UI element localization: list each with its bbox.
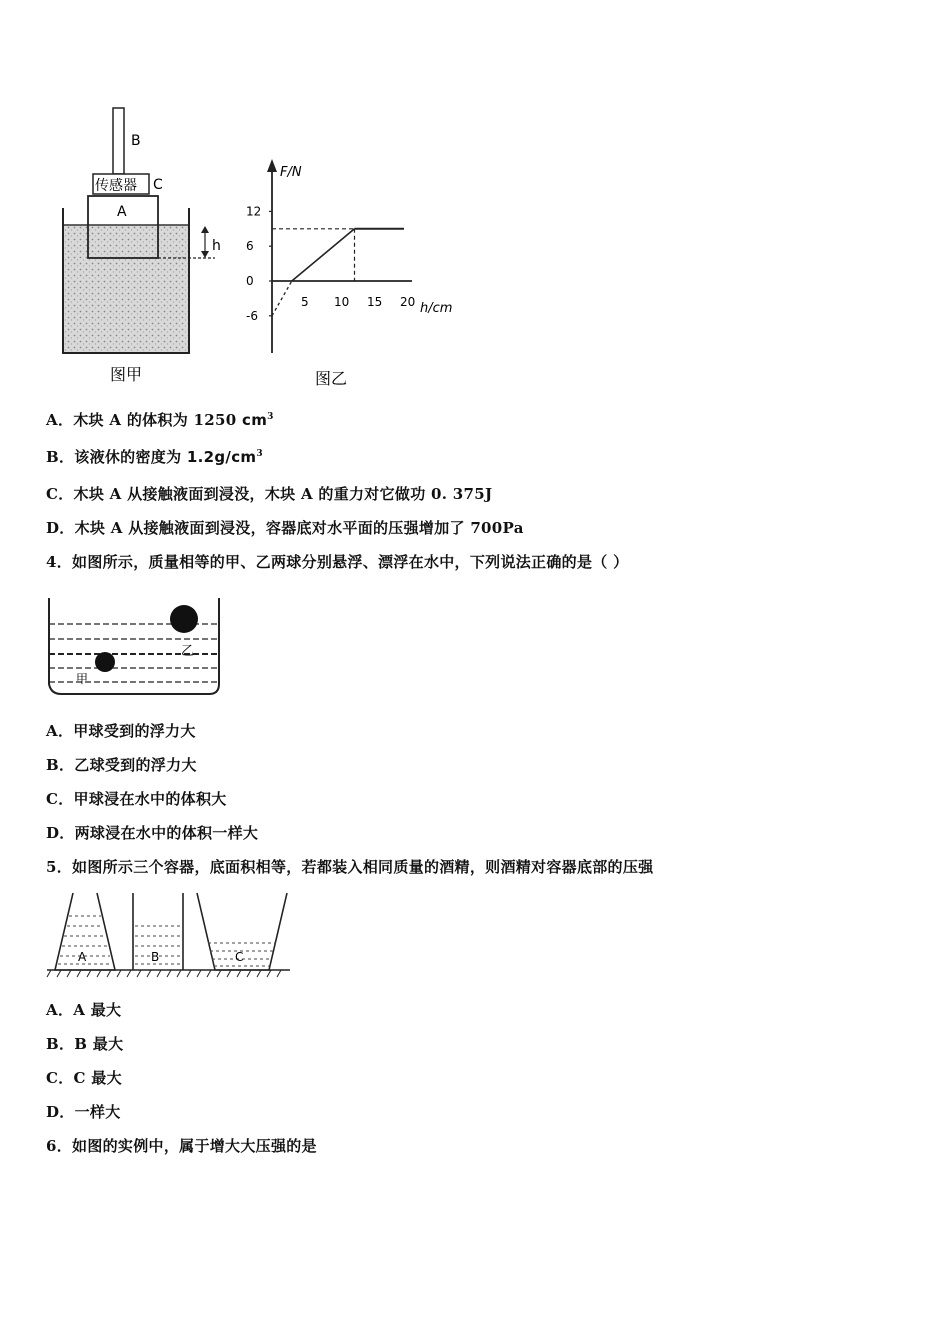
y-tick-label: 0 xyxy=(246,274,254,288)
caption-yi: 图乙 xyxy=(315,369,348,388)
caption-jia: 图甲 xyxy=(110,365,143,384)
container-c-label: C xyxy=(235,950,244,964)
three-containers-figure xyxy=(45,888,295,983)
y-tick-label: -6 xyxy=(246,308,258,323)
q5-option-d: D．一样大 xyxy=(46,1103,121,1121)
ball-jia xyxy=(95,652,115,672)
series-rising-segment xyxy=(292,229,355,281)
container-a-label: A xyxy=(78,950,87,964)
label-yi: 乙 xyxy=(181,644,195,659)
apparatus-figure xyxy=(55,100,235,395)
q5-stem: 5．如图所示三个容器，底面积相等，若都装入相同质量的酒精，则酒精对容器底部的压强 xyxy=(46,858,654,876)
force-depth-chart xyxy=(230,150,480,395)
y-tick-label: 6 xyxy=(246,239,254,254)
q3-option-a: A．木块 A 的体积为 1250 $cm^3$ xyxy=(46,411,274,429)
q5-option-c: C．C 最大 xyxy=(46,1069,122,1087)
x-tick-label: 5 xyxy=(301,295,309,309)
q4-stem: 4．如图所示，质量相等的甲、乙两球分别悬浮、漂浮在水中，下列说法正确的是（ ） xyxy=(46,553,629,571)
q4-option-a: A．甲球受到的浮力大 xyxy=(46,722,196,740)
y-axis-label: F/N xyxy=(280,165,302,180)
ball-yi xyxy=(170,605,198,633)
q3-option-b: B．该液休的密度为 $1.2g/cm^3$ xyxy=(46,448,263,466)
q6-stem: 6．如图的实例中，属于增大大压强的是 xyxy=(46,1137,317,1155)
label-a: A xyxy=(117,204,127,220)
x-tick-label: 15 xyxy=(367,295,383,309)
q4-option-c: C．甲球浸在水中的体积大 xyxy=(46,790,227,808)
liquid xyxy=(64,225,188,352)
y-tick-label: 12 xyxy=(246,204,262,219)
floating-balls-figure xyxy=(45,592,225,702)
x-tick-label: 20 xyxy=(400,295,416,309)
container-b-label: B xyxy=(151,950,160,964)
y-axis-arrow xyxy=(267,159,277,172)
q5-option-a: A．A 最大 xyxy=(46,1001,122,1019)
label-b: B xyxy=(131,133,141,149)
label-jia: 甲 xyxy=(76,672,89,686)
series-dashed-segment xyxy=(272,281,292,316)
x-tick-label: 10 xyxy=(334,295,350,309)
rod-b xyxy=(113,108,124,174)
q3-option-c: C．木块 A 从接触液面到浸没，木块 A 的重力对它做功 0. 375J xyxy=(46,485,493,503)
q3-option-d: D．木块 A 从接触液面到浸没，容器底对水平面的压强增加了 700Pa xyxy=(46,519,524,537)
q4-option-d: D．两球浸在水中的体积一样大 xyxy=(46,824,259,842)
x-axis-label: h/cm xyxy=(420,301,453,316)
label-sensor: 传感器 xyxy=(95,178,137,194)
q4-option-b: B．乙球受到的浮力大 xyxy=(46,756,197,774)
q5-option-b: B．B 最大 xyxy=(46,1035,124,1053)
label-h: h xyxy=(212,238,221,254)
label-c: C xyxy=(153,177,163,193)
